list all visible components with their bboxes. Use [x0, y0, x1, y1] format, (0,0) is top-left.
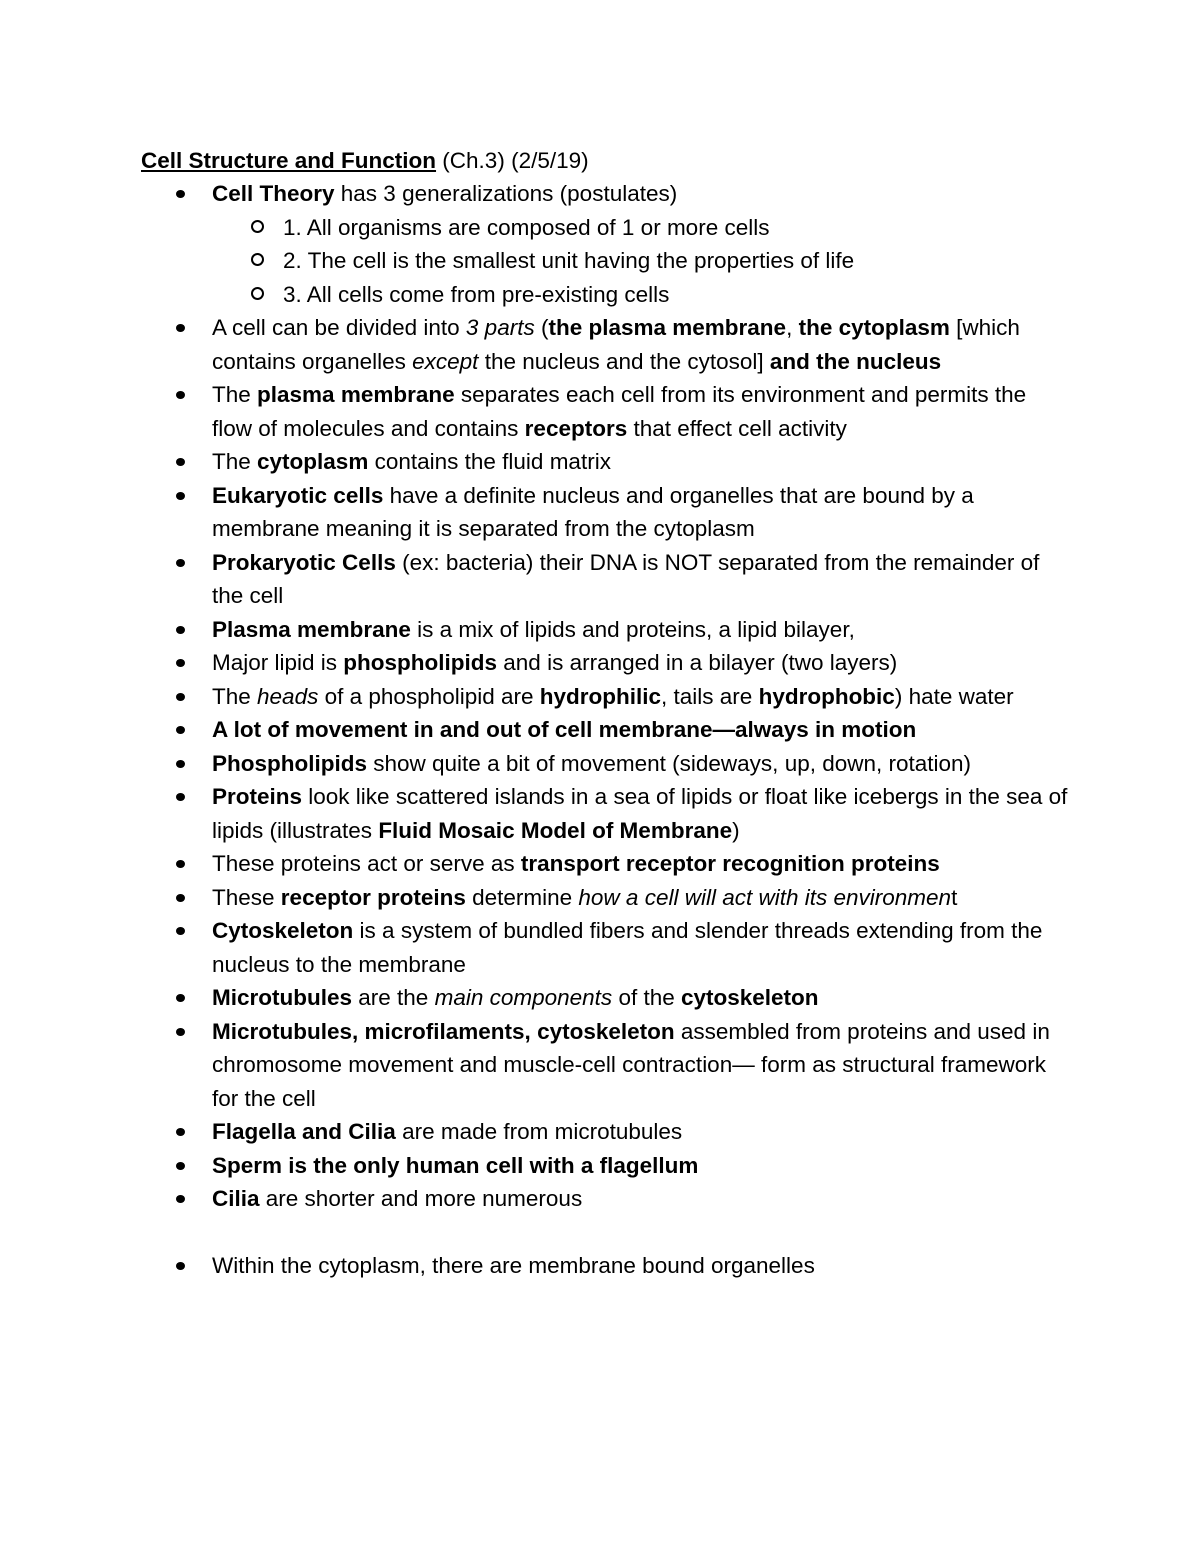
text-segment: (ex: bacteria) their DNA is NOT separated from the remainder of the cell [212, 549, 1040, 608]
text-segment: has 3 generalizations (postulates) [334, 181, 678, 206]
bold-text: Cell Theory [212, 181, 335, 206]
bold-text: Prokaryotic Cells [212, 549, 396, 575]
title-main: Cell Structure and Function [141, 148, 437, 173]
text-segment: ) hate water [894, 683, 1014, 709]
bold-text: hydrophobic [758, 683, 895, 709]
notes-list [0, 177, 1200, 1282]
hollow-bullet-icon [251, 287, 264, 300]
text-segment: These [212, 884, 281, 910]
bullet-icon [176, 793, 185, 801]
bullet-icon [176, 860, 185, 868]
text-segment: of the [612, 985, 681, 1010]
bold-text: phospholipids [343, 650, 498, 675]
text-segment: separates each cell from its environment and permits the flow of molecules and contains [212, 382, 1027, 441]
text-segment: These proteins act or serve as [212, 851, 521, 876]
text-segment: show quite a bit of movement (sideways, up, down, rotation) [367, 750, 972, 776]
bold-text: cytoplasm [257, 449, 369, 474]
text-segment: are made from microtubules [395, 1119, 683, 1144]
text-segment: , [786, 315, 799, 340]
text-segment: contains the fluid matrix [368, 449, 611, 474]
list-item [0, 847, 1072, 881]
bold-text: and the nucleus [769, 348, 942, 374]
italic-text: how a cell will act with its environmen [578, 884, 952, 910]
text-segment: Major lipid is [212, 650, 344, 675]
bold-text: Sperm is the only human cell with a flagellum [212, 1152, 699, 1178]
text-segment: assembled from proteins and used in chromosome movement and muscle-cell contraction— form as structural framework for the cell [212, 1018, 1050, 1111]
text-segment: A cell can be divided into [212, 315, 466, 340]
list-item [0, 613, 1072, 647]
bold-text: receptor proteins [280, 884, 466, 910]
bold-text: Fluid Mosaic Model of Membrane [378, 817, 733, 843]
bullet-icon [176, 324, 185, 332]
list-item [0, 780, 1072, 847]
list-item [0, 680, 1072, 714]
title-chapter: (Ch.3) [442, 148, 505, 173]
text-segment: look like scattered islands in a sea of lipids or float like icebergs in the sea of lipids (illustrates [212, 784, 1068, 843]
text-segment: 1. All organisms are composed of 1 or more cells [283, 214, 770, 240]
sub-list-item [0, 244, 1200, 278]
bullet-icon [176, 391, 185, 399]
bold-text: Eukaryotic cells [212, 482, 384, 508]
sub-list-item [0, 211, 1200, 245]
bold-text: hydrophilic [539, 683, 662, 709]
bold-text: the plasma membrane [548, 315, 787, 340]
text-segment: is a system of bundled fibers and slender threads extending from the nucleus to the membrane [212, 918, 1043, 977]
text-segment: that effect cell activity [627, 415, 847, 441]
bold-text: Microtubules [212, 985, 353, 1010]
text-segment: [which contains organelles [212, 315, 1020, 374]
text-segment: t [951, 884, 958, 910]
italic-text: except [412, 348, 479, 374]
bold-text: Cilia [212, 1186, 260, 1211]
italic-text: main components [434, 985, 613, 1010]
bold-text: Phospholipids [212, 750, 367, 776]
text-segment: have a definite nucleus and organelles that are bound by a membrane meaning it is separated from the cytoplasm [212, 482, 974, 541]
bullet-icon [176, 626, 185, 634]
bullet-icon [176, 190, 185, 198]
bold-text: the cytoplasm [798, 315, 950, 340]
list-item [0, 546, 1072, 613]
hollow-bullet-icon [251, 220, 264, 233]
list-item [0, 981, 1072, 1015]
bullet-icon [176, 492, 185, 500]
text-segment: the nucleus and the cytosol] [478, 348, 770, 374]
title-date: (2/5/19) [511, 148, 589, 173]
text-segment: ( [534, 315, 549, 340]
text-segment: determine [465, 884, 579, 910]
bullet-icon [176, 894, 185, 902]
hollow-bullet-icon [251, 253, 264, 266]
text-segment: are shorter and more numerous [259, 1186, 583, 1211]
text-segment: The [212, 683, 258, 709]
list-item [0, 1015, 1072, 1116]
bullet-icon [176, 458, 185, 466]
list-item [0, 747, 1072, 781]
bullet-icon [176, 1195, 185, 1203]
bold-text: receptors [524, 415, 628, 441]
bullet-icon [176, 559, 185, 567]
list-item [0, 445, 1072, 479]
text-segment: The [212, 449, 258, 474]
list-item [0, 311, 1072, 378]
text-segment: Within the cytoplasm, there are membrane bound organelles [212, 1252, 815, 1278]
list-item [0, 1249, 1072, 1283]
list-item [0, 177, 1072, 211]
sub-list-item [0, 278, 1200, 312]
bullet-icon [176, 659, 185, 667]
bold-text: Proteins [212, 784, 303, 809]
page-title [141, 144, 589, 178]
text-segment: and is arranged in a bilayer (two layers) [497, 650, 898, 675]
bold-text: A lot of movement in and out of cell membrane—always in motion [212, 717, 917, 742]
text-segment: is a mix of lipids and proteins, a lipid bilayer, [410, 616, 855, 642]
bold-text: cytoskeleton [680, 985, 819, 1010]
bullet-icon [176, 726, 185, 734]
bullet-icon [176, 927, 185, 935]
list-item [0, 914, 1072, 981]
bold-text: Microtubules, microfilaments, cytoskeleton [212, 1018, 675, 1044]
text-segment: , tails are [661, 683, 759, 709]
list-item [0, 1149, 1072, 1183]
bold-text: transport receptor recognition proteins [520, 851, 940, 876]
bullet-icon [176, 1028, 185, 1036]
text-segment: 2. The cell is the smallest unit having the properties of life [283, 248, 855, 273]
list-item [0, 1182, 1072, 1216]
text-segment: ) [732, 817, 740, 843]
bold-text: plasma membrane [257, 382, 455, 407]
list-item [0, 479, 1072, 546]
bullet-icon [176, 693, 185, 701]
bullet-icon [176, 994, 185, 1002]
italic-text: 3 parts [465, 315, 535, 340]
bold-text: Flagella and Cilia [212, 1119, 396, 1144]
list-item [0, 378, 1072, 445]
list-item [0, 881, 1072, 915]
text-segment: 3. All cells come from pre-existing cells [283, 281, 670, 307]
text-segment: are the [352, 985, 435, 1010]
italic-text: heads [257, 683, 319, 709]
blank-line [0, 1216, 1200, 1249]
list-item [0, 646, 1072, 680]
bullet-icon [176, 1162, 185, 1170]
text-segment: The [212, 382, 258, 407]
bullet-icon [176, 1128, 185, 1136]
list-item [0, 713, 1072, 747]
list-item [0, 1115, 1072, 1149]
text-segment: of a phospholipid are [318, 683, 540, 709]
bold-text: Plasma membrane [212, 616, 411, 642]
bullet-icon [176, 760, 185, 768]
bullet-icon [176, 1262, 185, 1270]
bold-text: Cytoskeleton [212, 918, 354, 943]
